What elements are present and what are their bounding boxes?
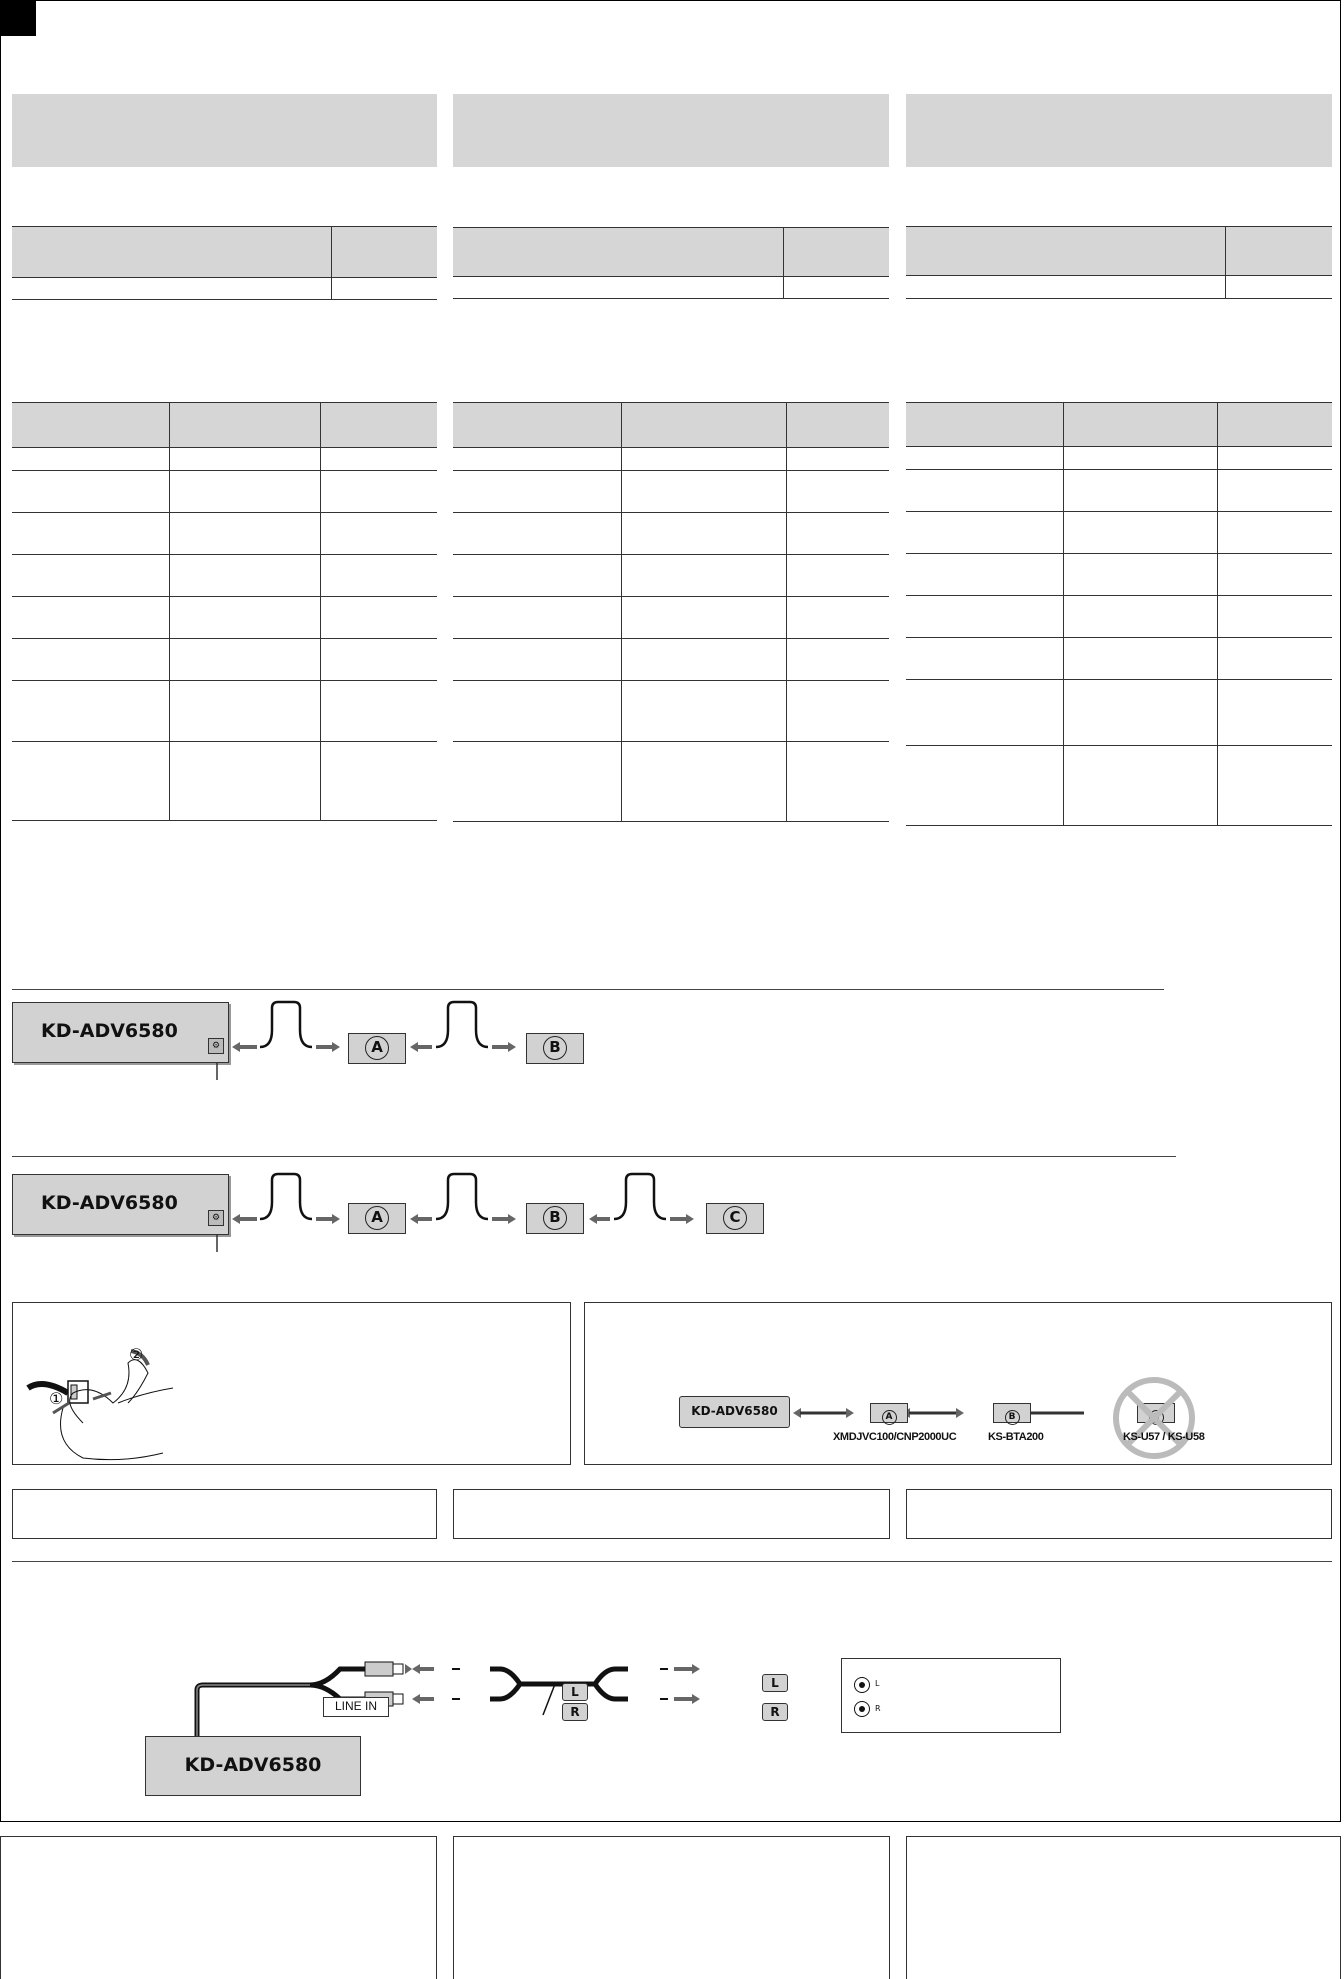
compat-device-a	[870, 1403, 908, 1423]
corner-marker	[0, 0, 36, 36]
compat-device-b-name: KS-BTA200	[988, 1431, 1044, 1443]
bottom-box-1	[0, 1836, 437, 1979]
rca-left-port-icon	[854, 1677, 870, 1693]
bottom-box-3	[906, 1836, 1341, 1979]
rca-left-port-label: L	[875, 1679, 880, 1688]
line-in-cables	[140, 1645, 920, 1745]
external-component-box	[841, 1658, 1061, 1733]
table-small-1	[12, 226, 437, 300]
device-a-label: A	[365, 1036, 389, 1060]
compat-head-unit: KD-ADV6580	[679, 1396, 790, 1428]
device-c-label: C	[723, 1206, 747, 1230]
not-compatible-cross-icon	[1109, 1373, 1199, 1463]
compat-device-a-name: XMDJVC100/CNP2000UC	[833, 1431, 957, 1443]
section-divider-2	[12, 1156, 1176, 1157]
note-box-2	[453, 1489, 890, 1539]
table-small-2	[453, 227, 889, 299]
section-divider-3	[12, 1561, 1332, 1562]
line-in-head-unit: KD-ADV6580	[145, 1736, 361, 1796]
plug-left-label: L	[562, 1683, 588, 1701]
connector-removal-box	[12, 1302, 571, 1465]
bottom-box-2	[453, 1836, 890, 1979]
step-1-label: ①	[49, 1389, 64, 1408]
out-right-label: R	[762, 1703, 788, 1721]
compat-device-c-name: KS-U57 / KS-U58	[1123, 1431, 1205, 1443]
column-2-header-band	[453, 94, 889, 167]
section-divider-1	[12, 989, 1164, 990]
table-small-3	[906, 226, 1332, 299]
column-3-header-band	[906, 94, 1332, 167]
table-large-1	[12, 402, 437, 821]
expansion-port-icon: ⚙	[208, 1038, 224, 1054]
device-b-label: B	[543, 1206, 567, 1230]
diagram-2-cables	[212, 1172, 772, 1262]
out-left-label: L	[762, 1674, 788, 1692]
head-unit-1	[12, 1002, 229, 1063]
head-unit-1-label: KD-ADV6580	[41, 1020, 178, 1042]
cable-2	[436, 1002, 488, 1047]
note-box-3	[906, 1489, 1332, 1539]
column-1-header-band	[12, 94, 437, 167]
cable-1	[260, 1002, 312, 1047]
table-large-3	[906, 402, 1332, 826]
compatibility-box	[584, 1302, 1332, 1465]
device-a-box	[348, 1033, 406, 1064]
step-2-label: ②	[129, 1345, 144, 1364]
table-large-2	[453, 402, 889, 822]
plug-right-label: R	[562, 1703, 588, 1721]
note-box-1	[12, 1489, 437, 1539]
rca-right-port-icon	[854, 1701, 870, 1717]
device-a-box	[348, 1203, 406, 1234]
expansion-port-icon: ⚙	[208, 1210, 224, 1226]
device-c-box	[706, 1203, 764, 1234]
device-b-label: B	[543, 1036, 567, 1060]
device-a-label: A	[365, 1206, 389, 1230]
device-b-box	[526, 1033, 584, 1064]
rca-right-port-label: R	[875, 1704, 881, 1713]
device-b-box	[526, 1203, 584, 1234]
arrow-left-icon	[232, 1042, 240, 1052]
arrow-right-icon	[332, 1042, 340, 1052]
line-in-jack-label: LINE IN	[323, 1697, 389, 1717]
compat-device-b-label: B	[1005, 1410, 1020, 1425]
compat-device-b	[993, 1403, 1031, 1423]
compat-device-a-label: A	[882, 1410, 897, 1425]
head-unit-2	[12, 1174, 229, 1235]
head-unit-2-label: KD-ADV6580	[41, 1192, 178, 1214]
compat-arrows	[790, 1403, 1090, 1423]
